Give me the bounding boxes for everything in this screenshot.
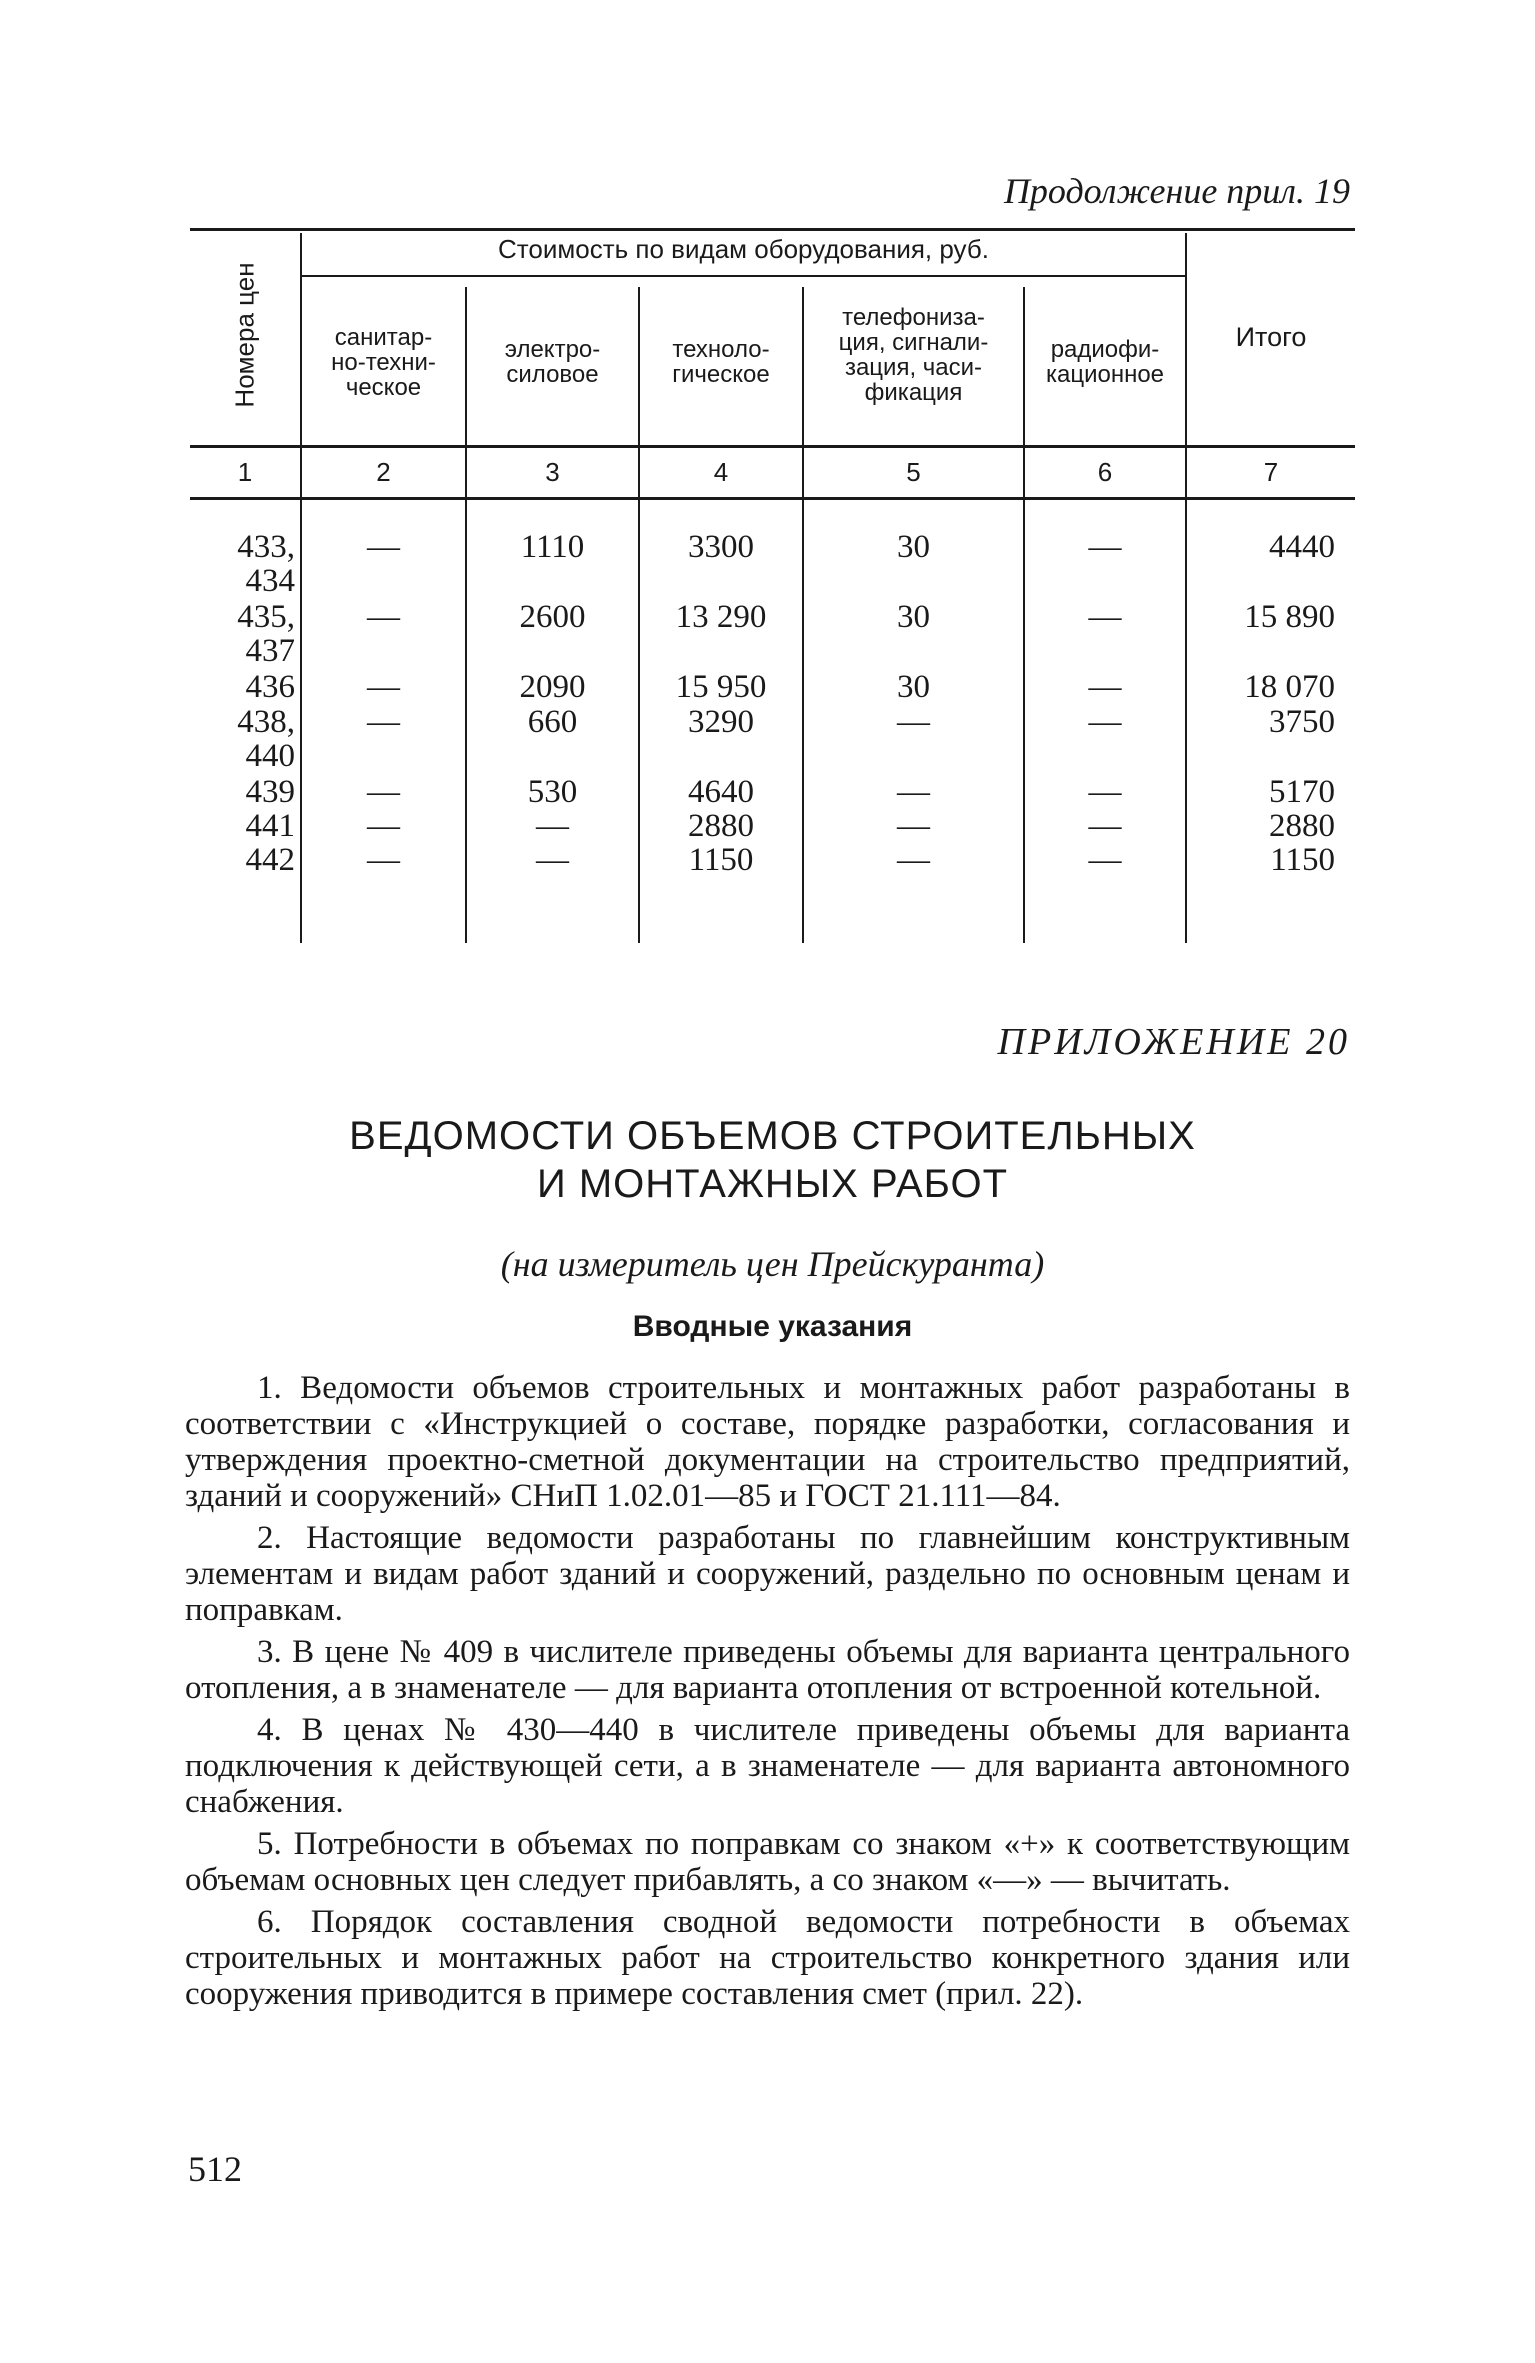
price-number-line: 439 — [245, 774, 295, 810]
price-number-cell — [190, 670, 295, 704]
price-number-line: 436 — [245, 669, 295, 705]
colnum-1: 1 — [237, 457, 253, 487]
table-cell-c6: — — [1088, 808, 1122, 844]
subtitle: (на измеритель цен Прейскуранта) — [500, 1244, 1045, 1284]
table-cell-c4: 3300 — [688, 529, 754, 565]
paragraph-4: 4. В ценах № 430—440 в числителе приведены объемы для варианта подключения к действующей сети, а в знаменателе — для варианта автономного снабжения. — [185, 1712, 1350, 1820]
table-cell-c7: 18 070 — [1244, 669, 1335, 705]
table-cell-c6: — — [1088, 704, 1122, 740]
table-cell-c3: — — [536, 808, 569, 844]
price-number-cell — [190, 600, 295, 668]
column-header-technological: техноло- гическое — [672, 336, 770, 388]
table-cell-c4: 1150 — [688, 842, 754, 878]
header-bottom-rule — [190, 445, 1355, 448]
table-cell-c2: — — [367, 669, 400, 705]
table-cell-c6: — — [1088, 774, 1122, 810]
table-cell-c7: 4440 — [1269, 529, 1335, 565]
page-number: 512 — [188, 2149, 242, 2189]
table-cell-c6: — — [1088, 599, 1122, 635]
price-number-cell — [190, 530, 295, 598]
column-header-total: Итого — [1235, 322, 1307, 352]
colnum-2: 2 — [376, 457, 391, 487]
paragraph-2: 2. Настоящие ведомости разработаны по главнейшим конструктивным элементам и видам работ зданий и сооружений, раздельно по основным ценам и поправкам. — [185, 1520, 1350, 1628]
table-cell-c7: 2880 — [1269, 808, 1335, 844]
price-number-cell — [190, 809, 295, 843]
price-number-line: 441 — [245, 808, 295, 844]
table-cell-c2: — — [367, 808, 400, 844]
paragraph-1: 1. Ведомости объемов строительных и монтажных работ разработаны в соответствии с «Инструкцией о составе, порядке разработки, согласования и утверждения проектно-сметной документации на строительство предприятий, зданий и сооружений» СНиП 1.02.01—85 и ГОСТ 21.111—84. — [185, 1370, 1350, 1514]
table-cell-c5: — — [897, 704, 930, 740]
group-header: Стоимость по видам оборудования, руб. — [498, 234, 989, 264]
title-line-1: ВЕДОМОСТИ ОБЪЕМОВ СТРОИТЕЛЬНЫХ — [349, 1114, 1196, 1158]
table-cell-c3: 1110 — [520, 529, 585, 565]
colnum-5: 5 — [906, 457, 921, 487]
column-header-telephony: телефониза- ция, сигнали- зация, часи- фикация — [838, 304, 989, 406]
section-title: Вводные указания — [632, 1310, 913, 1343]
table-cell-c4: 3290 — [688, 704, 754, 740]
table-top-rule — [190, 228, 1355, 231]
table-cell-c6: — — [1088, 669, 1122, 705]
paragraph-6: 6. Порядок составления сводной ведомости потребности в объемах строительных и монтажных работ на строительство конкретного здания или сооружения приводится в примере составления смет (прил. 22). — [185, 1904, 1350, 2012]
column-header-electric: электро- силовое — [504, 336, 601, 388]
table-cell-c2: — — [367, 529, 400, 565]
colnum-4: 4 — [713, 457, 729, 487]
colnum-7: 7 — [1263, 457, 1279, 487]
price-number-line: 435, — [237, 599, 295, 635]
table-cell-c2: — — [367, 599, 400, 635]
table-cell-c2: — — [367, 704, 400, 740]
table-cell-c2: — — [367, 842, 400, 878]
table-cell-c3: 660 — [527, 704, 578, 740]
colnum-6: 6 — [1097, 457, 1113, 487]
table-cell-c7: 15 890 — [1244, 599, 1335, 635]
column-header-radio: радиофи- кационное — [1045, 336, 1165, 388]
table-cell-c5: 30 — [897, 669, 930, 705]
paragraph-3: 3. В цене № 409 в числителе приведены объемы для варианта центрального отопления, а в знаменателе — для варианта отопления от встроенной котельной. — [185, 1634, 1350, 1706]
table-cell-c4: 15 950 — [675, 669, 767, 705]
column-header-sanitary: санитар- но-техни- ческое — [331, 324, 436, 401]
colnum-3: 3 — [545, 457, 560, 487]
group-header-rule — [300, 275, 1185, 277]
row-numbers-header: Номера цен — [229, 262, 260, 408]
table-cell-c5: — — [897, 808, 930, 844]
page-title — [190, 1112, 1355, 1208]
table-cell-c5: 30 — [897, 529, 930, 565]
price-number-line: 437 — [245, 633, 295, 669]
colnum-bottom-rule — [190, 497, 1355, 500]
table-cell-c5: — — [897, 774, 930, 810]
table-cell-c6: — — [1088, 842, 1122, 878]
price-number-line: 434 — [245, 563, 295, 599]
table-cell-c3: — — [536, 842, 569, 878]
title-line-2: И МОНТАЖНЫХ РАБОТ — [536, 1162, 1009, 1206]
paragraph-5: 5. Потребности в объемах по поправкам со знаком «+» к соответствующим объемам основных цен следует прибавлять, а со знаком «—» — вычитать. — [185, 1826, 1350, 1898]
continuation-label: Продолжение прил. 19 — [1003, 171, 1350, 211]
table-cell-c7: 5170 — [1269, 774, 1335, 810]
table-cell-c7: 1150 — [1270, 842, 1335, 878]
table-cell-c4: 13 290 — [675, 599, 767, 635]
price-number-line: 438, — [237, 704, 295, 740]
table-cell-c6: — — [1088, 529, 1122, 565]
price-number-line: 433, — [237, 529, 295, 565]
table-cell-c3: 2090 — [519, 669, 586, 705]
appendix-label: ПРИЛОЖЕНИЕ 20 — [997, 1021, 1350, 1063]
table-cell-c5: 30 — [897, 599, 930, 635]
price-number-cell — [190, 705, 295, 773]
table-cell-c4: 2880 — [688, 808, 754, 844]
table-cell-c4: 4640 — [688, 774, 754, 810]
introductory-notes — [185, 1370, 1350, 2018]
table-cell-c3: 530 — [527, 774, 578, 810]
table-cell-c2: — — [367, 774, 400, 810]
equipment-cost-table — [190, 225, 1355, 945]
table-cell-c7: 3750 — [1269, 704, 1335, 740]
table-cell-c3: 2600 — [519, 599, 586, 635]
price-number-cell — [190, 775, 295, 809]
table-cell-c5: — — [897, 842, 930, 878]
price-number-line: 442 — [245, 842, 295, 878]
price-number-line: 440 — [245, 738, 295, 774]
price-number-cell — [190, 843, 295, 877]
